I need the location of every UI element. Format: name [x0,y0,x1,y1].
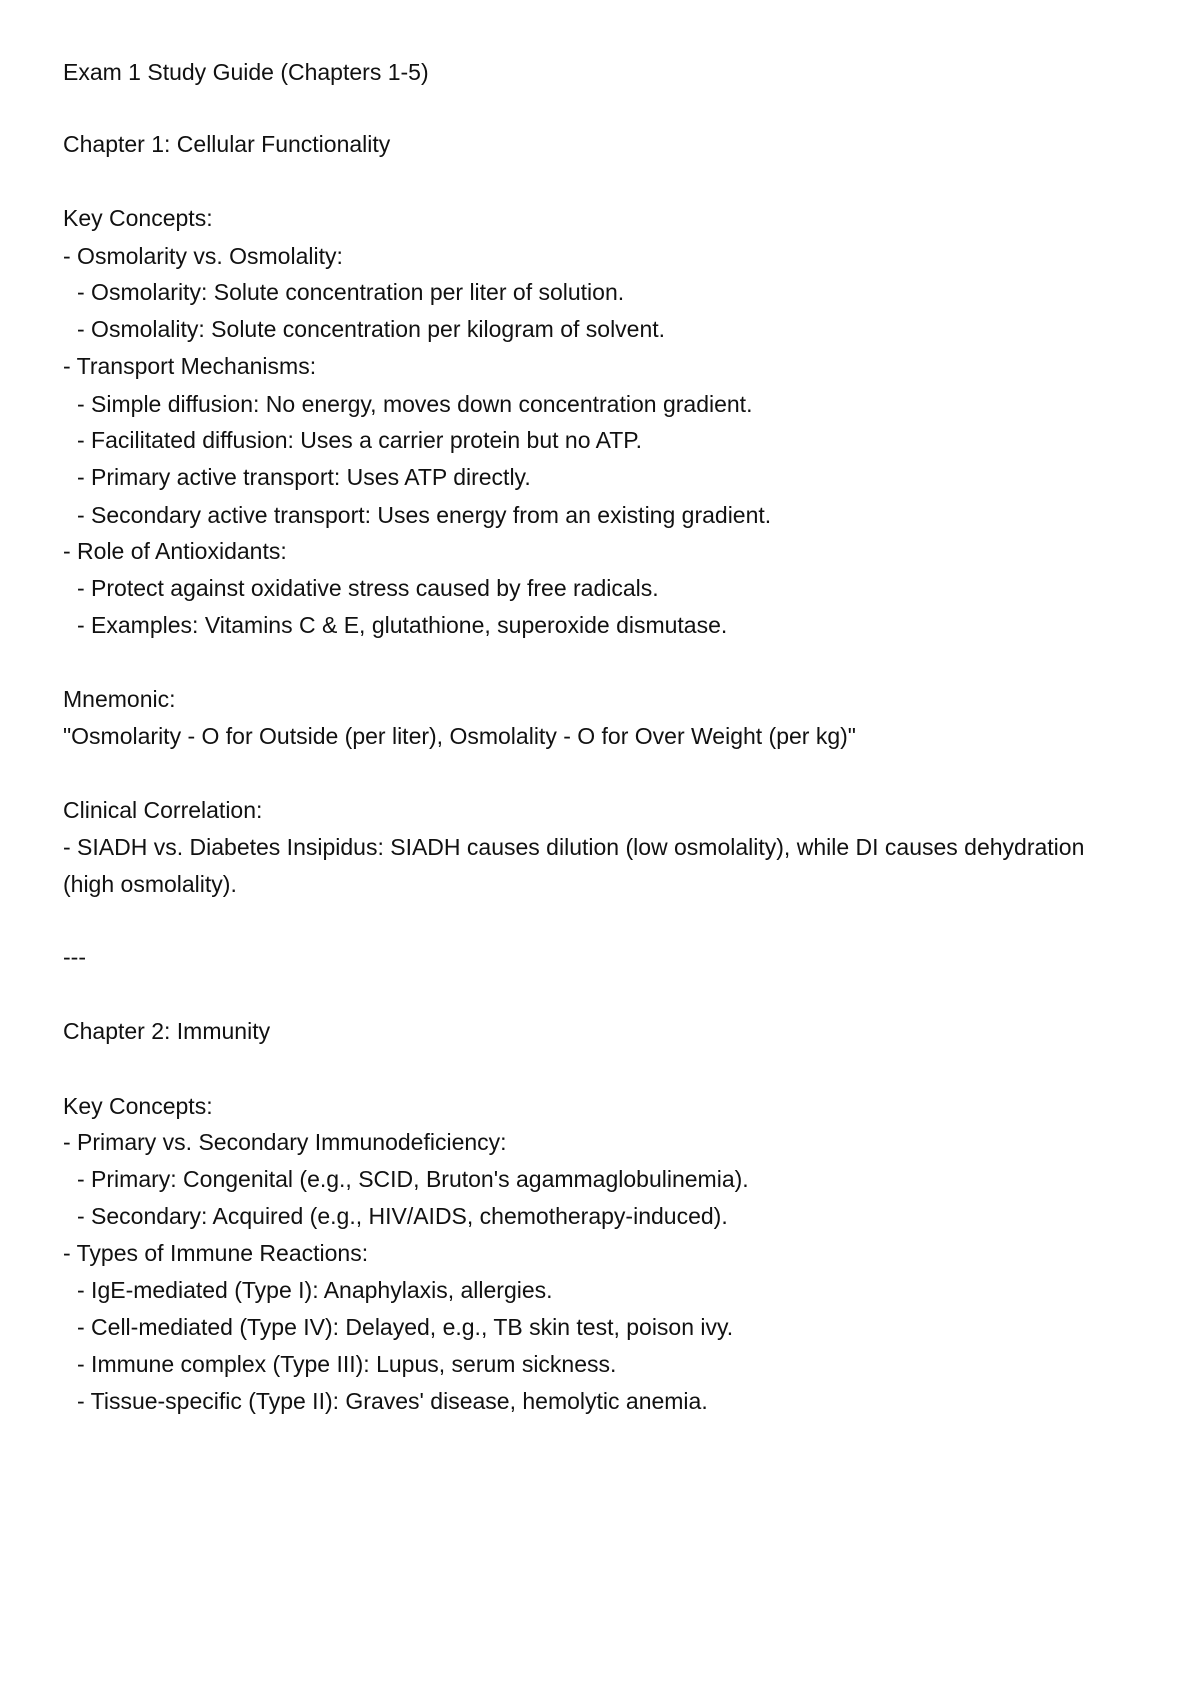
concept-line: - Osmolarity vs. Osmolality: [63,243,343,269]
concept-line: - Primary vs. Secondary Immunodeficiency: [63,1129,507,1155]
concept-line: - Secondary: Acquired (e.g., HIV/AIDS, chemotherapy-induced). [77,1203,728,1229]
clinical-correlation-label: Clinical Correlation: [63,797,263,823]
concept-line: - Tissue-specific (Type II): Graves' disease, hemolytic anemia. [77,1388,708,1414]
concept-line: - Examples: Vitamins C & E, glutathione, superoxide dismutase. [77,612,728,638]
concept-line: - Primary: Congenital (e.g., SCID, Bruton's agammaglobulinemia). [77,1166,749,1192]
clinical-correlation-line: - SIADH vs. Diabetes Insipidus: SIADH causes dilution (low osmolality), while DI causes dehydration [63,834,1085,860]
concept-line: - Facilitated diffusion: Uses a carrier protein but no ATP. [77,427,643,453]
concept-line: - Simple diffusion: No energy, moves down concentration gradient. [77,391,753,417]
concept-line: - Protect against oxidative stress caused by free radicals. [77,575,659,601]
chapter-2-key-concepts-label: Key Concepts: [63,1093,213,1119]
mnemonic-text: "Osmolarity - O for Outside (per liter), Osmolality - O for Over Weight (per kg)" [63,723,856,749]
concept-line: - Primary active transport: Uses ATP directly. [77,464,531,490]
concept-line: - Osmolarity: Solute concentration per liter of solution. [77,279,625,305]
chapter-1-key-concepts-label: Key Concepts: [63,205,213,231]
mnemonic-label: Mnemonic: [63,686,176,712]
section-separator: --- [63,944,86,970]
concept-line: - Types of Immune Reactions: [63,1240,369,1266]
clinical-correlation-line: (high osmolality). [63,871,237,897]
chapter-2-heading: Chapter 2: Immunity [63,1018,271,1044]
chapter-1-heading: Chapter 1: Cellular Functionality [63,131,391,157]
concept-line: - Secondary active transport: Uses energy from an existing gradient. [77,502,772,528]
document-title: Exam 1 Study Guide (Chapters 1-5) [63,59,429,85]
concept-line: - Cell-mediated (Type IV): Delayed, e.g., TB skin test, poison ivy. [77,1314,734,1340]
concept-line: - Role of Antioxidants: [63,538,287,564]
concept-line: - Immune complex (Type III): Lupus, serum sickness. [77,1351,617,1377]
concept-line: - IgE-mediated (Type I): Anaphylaxis, allergies. [77,1277,553,1303]
concept-line: - Transport Mechanisms: [63,353,317,379]
concept-line: - Osmolality: Solute concentration per kilogram of solvent. [77,316,666,342]
